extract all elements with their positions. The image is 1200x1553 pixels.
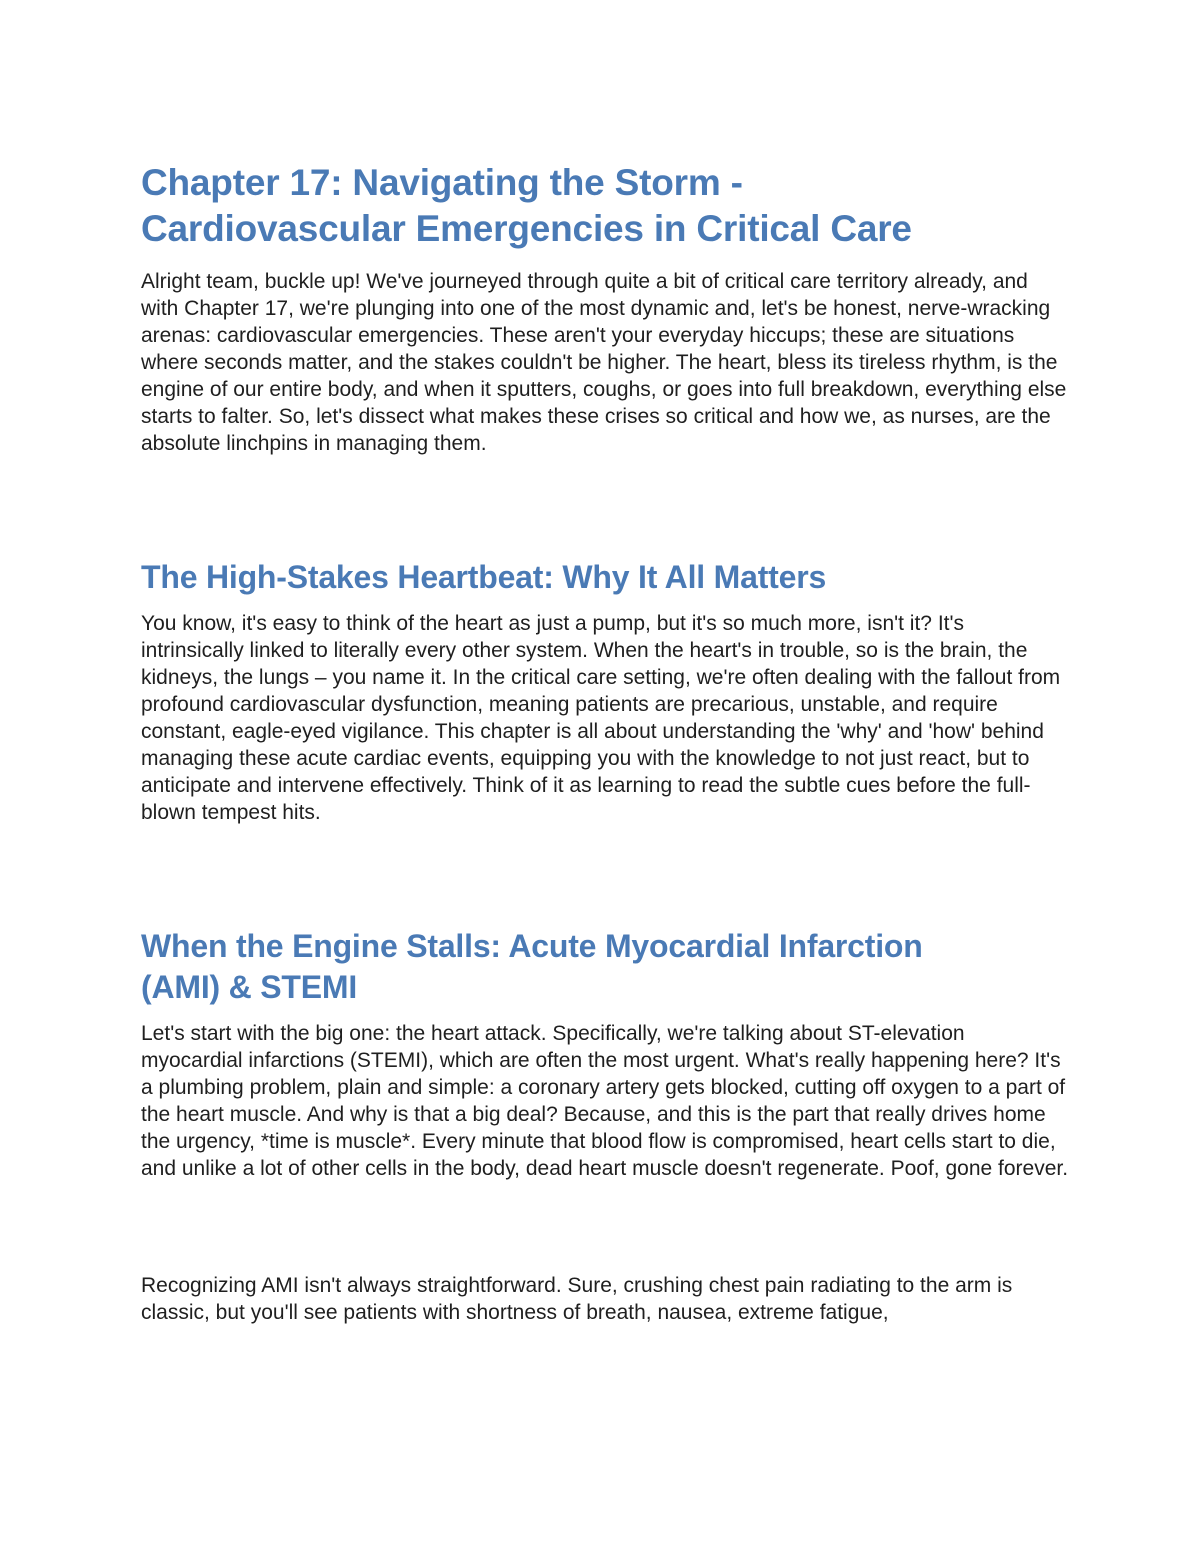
intro-paragraph: Alright team, buckle up! We've journeyed through quite a bit of critical care territory already, and with Chapter 17, we're plunging into one of the most dynamic and, let's be honest, nerve-wracking arenas: cardiovascular emergencies. These aren't your everyday hiccups; these are situations where seconds matter, and the stakes couldn't be higher. The heart, bless its tireless rhythm, is the engine of our entire body, and when it sputters, coughs, or goes into full breakdown, everything else starts to falter. So, let's dissect what makes these crises so critical and how we, as nurses, are the absolute linchpins in managing them. bbox=[141, 270, 1067, 455]
section-heading-ami-stemi bbox=[141, 926, 1071, 1008]
section-paragraph: You know, it's easy to think of the heart as just a pump, but it's so much more, isn't it? It's intrinsically linked to literally every other system. When the heart's in trouble, so is the brain, the kidneys, the lungs – you name it. In the critical care setting, we're often dealing with the fallout from profound cardiovascular dysfunction, meaning patients are precarious, unstable, and require constant, eagle-eyed vigilance. This chapter is all about understanding the 'why' and 'how' behind managing these acute cardiac events, equipping you with the knowledge to not just react, but to anticipate and intervene effectively. Think of it as learning to read the subtle cues before the full-blown tempest hits. bbox=[141, 612, 1061, 824]
section-heading-line-2: (AMI) & STEMI bbox=[141, 969, 358, 1005]
section-heading-line-1: When the Engine Stalls: Acute Myocardial Infarction bbox=[141, 928, 923, 964]
document-content bbox=[141, 160, 1071, 1326]
chapter-title-line-1: Chapter 17: Navigating the Storm - bbox=[141, 162, 743, 203]
section-paragraph: Let's start with the big one: the heart attack. Specifically, we're talking about ST-elevation myocardial infarctions (STEMI), which are often the most urgent. What's really happening here? It's a plumbing problem, plain and simple: a coronary artery gets blocked, cutting off oxygen to a part of the heart muscle. And why is that a big deal? Because, and this is the part that really drives home the urgency, *time is muscle*. Every minute that blood flow is compromised, heart cells start to die, and unlike a lot of other cells in the body, dead heart muscle doesn't regenerate. Poof, gone forever. bbox=[141, 1022, 1069, 1180]
chapter-title bbox=[141, 160, 1071, 252]
section-paragraph: Recognizing AMI isn't always straightforward. Sure, crushing chest pain radiating to the arm is classic, but you'll see patients with shortness of breath, nausea, extreme fatigue, bbox=[141, 1274, 1013, 1324]
chapter-title-line-2: Cardiovascular Emergencies in Critical Care bbox=[141, 208, 912, 249]
section-heading-high-stakes: The High-Stakes Heartbeat: Why It All Matters bbox=[141, 559, 827, 595]
